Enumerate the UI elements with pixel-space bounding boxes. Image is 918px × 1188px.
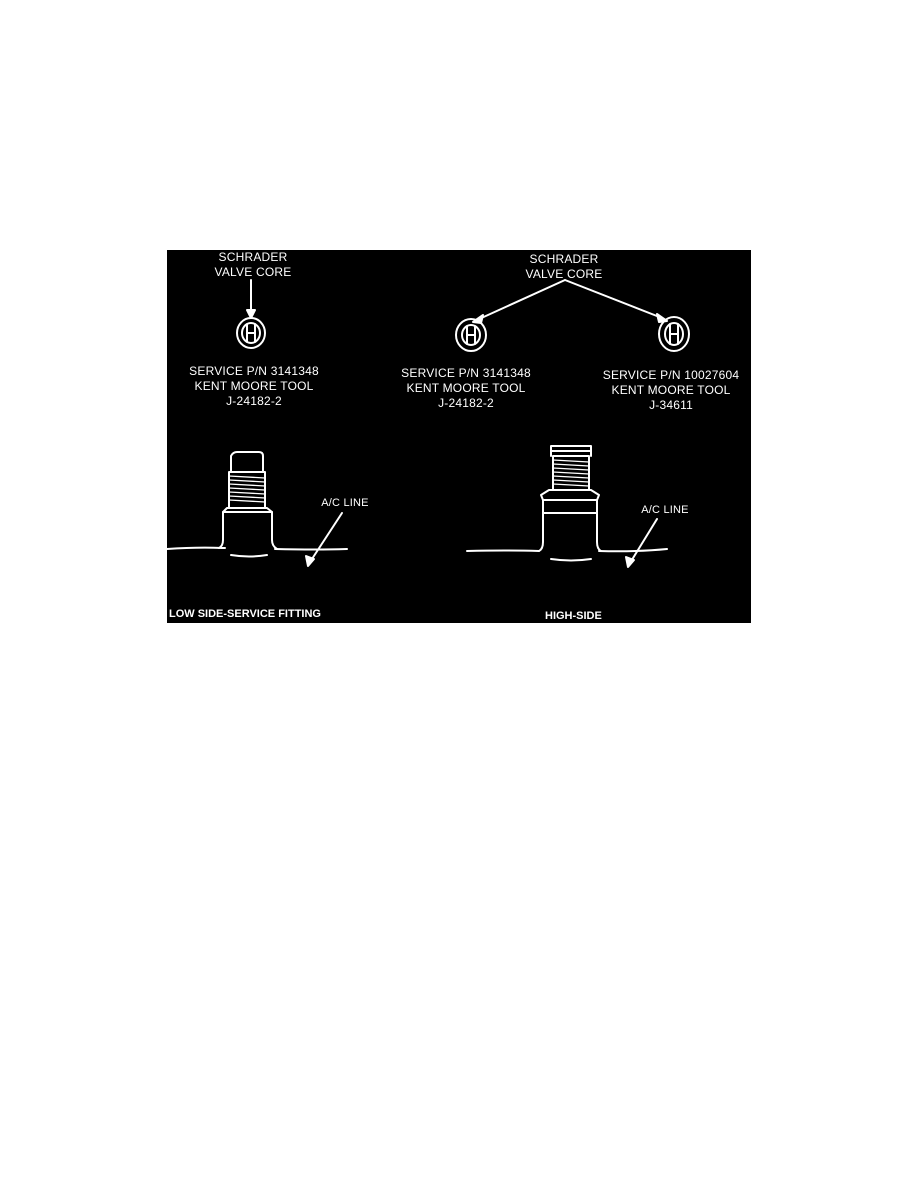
high-side-left-part-number: SERVICE P/N 3141348 bbox=[401, 366, 531, 380]
low-side-valve-label-line-1: SCHRADER bbox=[218, 250, 288, 264]
low-side-valve-arrow bbox=[247, 280, 255, 318]
low-side-line-label: A/C LINE bbox=[321, 497, 369, 509]
high-side-valve-core-right bbox=[659, 317, 689, 351]
low-side-tool-name: KENT MOORE TOOL bbox=[194, 379, 314, 393]
high-side-valve-core-left bbox=[456, 319, 486, 351]
high-side-line-label: A/C LINE bbox=[641, 504, 689, 516]
high-side-caption: HIGH-SIDE bbox=[545, 610, 602, 622]
high-side-right-tool-name: KENT MOORE TOOL bbox=[611, 383, 731, 397]
low-side-service-info bbox=[179, 364, 329, 409]
low-side-part-number: SERVICE P/N 3141348 bbox=[189, 364, 319, 378]
high-side-valve-label-line-1: SCHRADER bbox=[529, 252, 599, 266]
low-side-caption: LOW SIDE-SERVICE FITTING bbox=[169, 608, 321, 620]
high-side-valve-label-line-2: VALVE CORE bbox=[525, 267, 603, 281]
high-side-left-tool-name: KENT MOORE TOOL bbox=[406, 381, 526, 395]
low-side-valve-label-line-2: VALVE CORE bbox=[214, 265, 292, 279]
low-side-tool-number: J-24182-2 bbox=[226, 394, 282, 408]
high-side-valve-arrows bbox=[473, 280, 667, 323]
low-side-valve-core bbox=[237, 318, 265, 348]
high-side-service-info-left bbox=[391, 366, 541, 411]
high-side-right-part-number: SERVICE P/N 10027604 bbox=[602, 368, 740, 382]
diagram-artwork bbox=[167, 250, 751, 623]
high-side-service-info-right bbox=[591, 368, 751, 413]
high-side-valve-label bbox=[524, 252, 604, 282]
low-side-valve-label bbox=[213, 250, 293, 280]
service-fitting-diagram bbox=[167, 250, 751, 623]
high-side-right-tool-number: J-34611 bbox=[649, 398, 693, 412]
high-side-left-tool-number: J-24182-2 bbox=[438, 396, 494, 410]
